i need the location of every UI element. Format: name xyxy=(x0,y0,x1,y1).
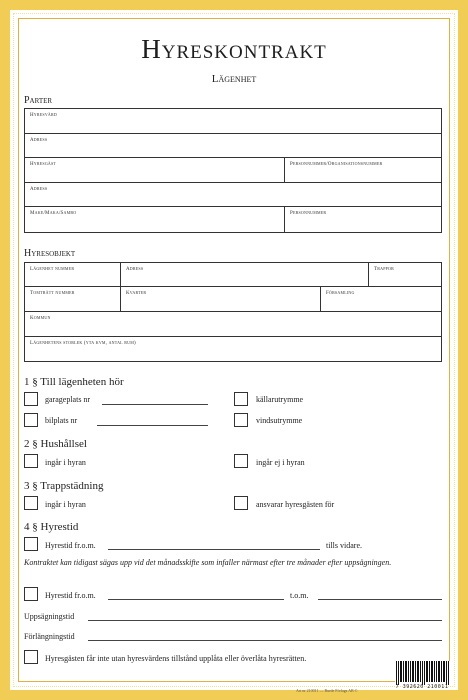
hyrestid-bestamd-checkbox[interactable] xyxy=(24,587,38,601)
adress-label: Adress xyxy=(30,138,48,143)
hyresgast-field[interactable] xyxy=(25,158,285,182)
hyresvard-label: Hyresvärd xyxy=(30,113,57,118)
kommun-field[interactable] xyxy=(25,312,441,337)
personnr-org-label: Personnummer/Organisationsnummer xyxy=(290,162,383,167)
hyresgast-row xyxy=(25,158,441,183)
tom-line[interactable] xyxy=(318,599,442,600)
trappstadning-ansvarar-label: ansvarar hyresgästen för xyxy=(256,500,335,509)
bilplats-checkbox[interactable] xyxy=(24,413,38,427)
tills-vidare-label: tills vidare. xyxy=(326,541,362,550)
lagenhet-nr-field[interactable] xyxy=(25,263,121,286)
objekt-adress-label: Adress xyxy=(126,267,144,272)
hyresobjekt-heading: Hyresobjekt xyxy=(24,248,76,259)
make-label: Make/Maka/Sambo xyxy=(30,211,77,216)
objekt-adress-field[interactable] xyxy=(121,263,369,286)
kvarter-field[interactable] xyxy=(121,287,321,311)
hyresvard-field[interactable] xyxy=(25,109,441,134)
article-number: Art nr 210011 — Burde Förlags AB © xyxy=(296,688,358,693)
s4-heading: 4 § Hyrestid xyxy=(24,521,79,533)
barcode-icon xyxy=(395,661,451,685)
parter-heading: Parter xyxy=(24,95,53,106)
kallarutrymme-checkbox[interactable] xyxy=(234,392,248,406)
uppsagningstid-label: Uppsägningstid xyxy=(24,612,75,621)
hyresobjekt-table xyxy=(24,262,442,362)
vindsutrymme-label: vindsutrymme xyxy=(256,416,303,425)
kallarutrymme-label: källarutrymme xyxy=(256,395,304,404)
page-title: Hyreskontrakt xyxy=(141,34,327,64)
hushallsel-ingar-ej-checkbox[interactable] xyxy=(234,454,248,468)
personnr-org-field[interactable] xyxy=(285,158,441,182)
kvarter-label: Kvarter xyxy=(126,291,147,296)
trappstadning-ingar-checkbox[interactable] xyxy=(24,496,38,510)
forlangningstid-line[interactable] xyxy=(88,640,442,641)
hyrestid-tillsvidare-checkbox[interactable] xyxy=(24,537,38,551)
overlata-label: Hyresgästen får inte utan hyresvärdens tillstånd upplåta eller överlåta hyresrätten. xyxy=(45,654,307,663)
hyresgast-label: Hyresgäst xyxy=(30,162,57,167)
hyrestid-from2-line[interactable] xyxy=(108,599,284,600)
vindsutrymme-checkbox[interactable] xyxy=(234,413,248,427)
garageplats-line[interactable] xyxy=(102,404,208,405)
trappor-label: Trappor xyxy=(374,267,395,272)
tom-label: t.o.m. xyxy=(290,591,309,600)
hyrestid-from-line[interactable] xyxy=(108,549,320,550)
kommun-label: Kommun xyxy=(30,316,51,321)
s2-heading: 2 § Hushållsel xyxy=(24,438,87,450)
s1-heading: 1 § Till lägenheten hör xyxy=(24,376,124,388)
forlangningstid-label: Förlängningstid xyxy=(24,632,75,641)
hushallsel-ingar-checkbox[interactable] xyxy=(24,454,38,468)
lagenhet-nr-label: Lägenhet nummer xyxy=(30,267,75,272)
tomtratt-nr-label: Tomträtt nummer xyxy=(30,291,75,296)
make-field[interactable] xyxy=(25,207,285,232)
hyresgast-adress-field[interactable] xyxy=(25,183,441,207)
tomtratt-nr-field[interactable] xyxy=(25,287,121,311)
storlek-field[interactable] xyxy=(25,337,441,361)
hushallsel-ingar-label: ingår i hyran xyxy=(45,458,86,467)
page-subtitle: Lägenhet xyxy=(211,73,257,85)
s3-heading: 3 § Trappstädning xyxy=(24,480,104,492)
adress-label: Adress xyxy=(30,187,48,192)
bilplats-label: bilplats nr xyxy=(45,416,78,425)
bilplats-line[interactable] xyxy=(97,425,208,426)
parter-table xyxy=(24,108,442,233)
barcode-number: 7 392620 210011 xyxy=(395,684,449,690)
personnr-label: Personnummer xyxy=(290,211,327,216)
make-row xyxy=(25,207,441,232)
tomtratt-row xyxy=(25,287,441,312)
hushallsel-ingar-ej-label: ingår ej i hyran xyxy=(256,458,305,467)
trappstadning-ansvarar-checkbox[interactable] xyxy=(234,496,248,510)
overlata-checkbox[interactable] xyxy=(24,650,38,664)
trappstadning-ingar-label: ingår i hyran xyxy=(45,500,86,509)
garageplats-checkbox[interactable] xyxy=(24,392,38,406)
lagenhet-row xyxy=(25,263,441,287)
hyrestid-from2-label: Hyrestid fr.o.m. xyxy=(45,591,96,600)
trappor-field[interactable] xyxy=(369,263,441,286)
hyrestid-from-label: Hyrestid fr.o.m. xyxy=(45,541,96,550)
storlek-label: Lägenhetens storlek (yta kvm, antal rum) xyxy=(30,341,136,346)
garageplats-label: garageplats nr xyxy=(45,395,91,404)
uppsagning-note: Kontraktet kan tidigast sägas upp vid det månadsskifte som infaller närmast efter tre månader efter uppsägningen. xyxy=(24,558,392,567)
hyresvard-adress-field[interactable] xyxy=(25,134,441,158)
forsamling-field[interactable] xyxy=(321,287,441,311)
personnr-field[interactable] xyxy=(285,207,441,232)
forsamling-label: Församling xyxy=(326,291,355,296)
uppsagningstid-line[interactable] xyxy=(88,620,442,621)
